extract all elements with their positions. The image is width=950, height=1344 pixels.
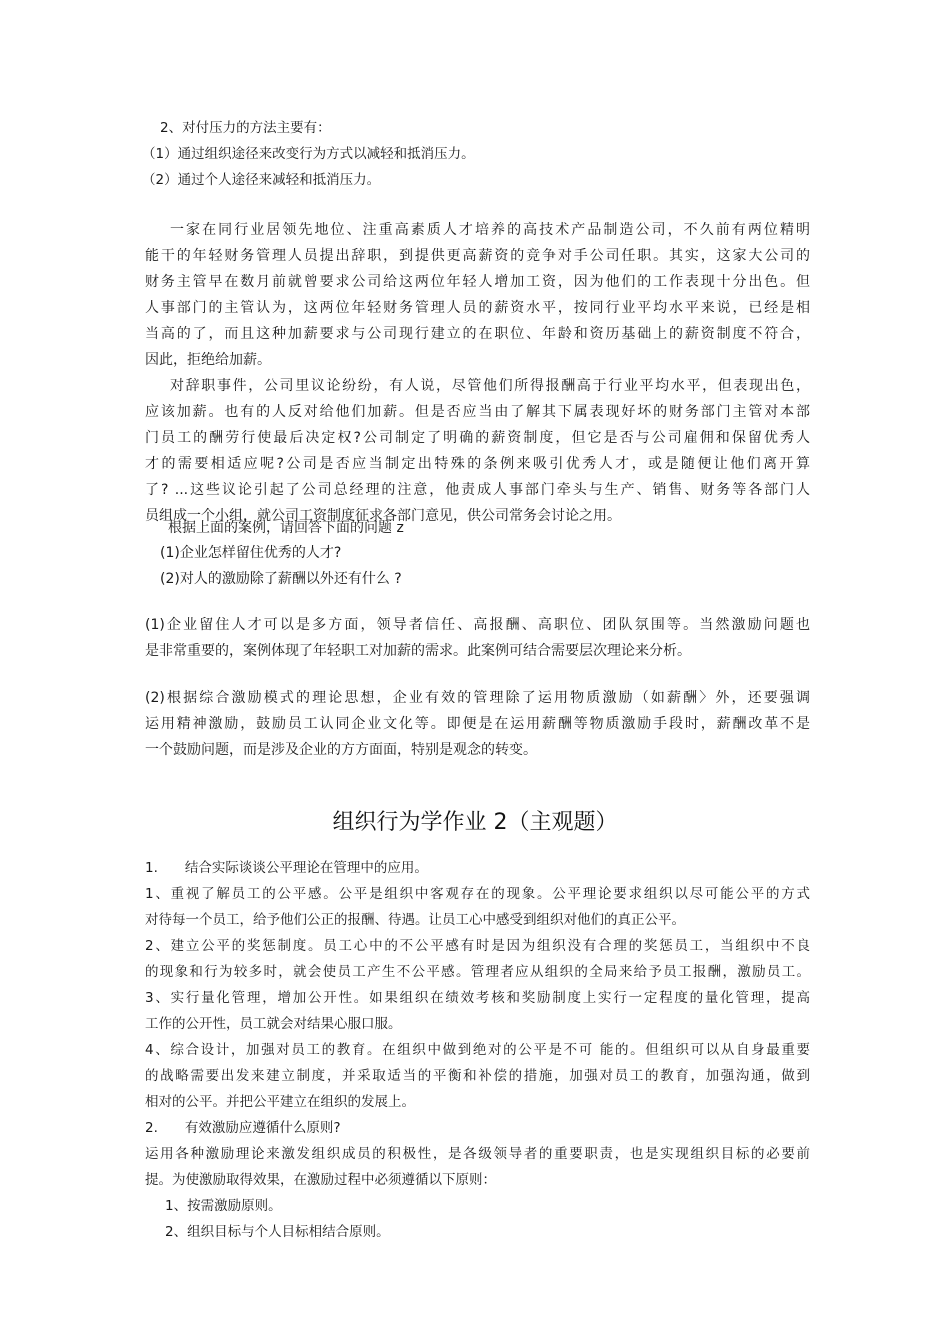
case-paragraph-1-line-5: 当高的了，而且这种加薪要求与公司现行建立的在职位、年龄和资历基础上的薪资制度不符合，: [145, 326, 810, 342]
homework-line-12: 运用各种激励理论来激发组织成员的积极性，是各级领导者的重要职责，也是实现组织目标的必要前: [145, 1146, 810, 1162]
homework-line-6: 3、实行量化管理，增加公开性。如果组织在绩效考核和奖励制度上实行一定程度的量化管理，提高: [145, 990, 810, 1006]
case-question-1: (1)企业怎样留住优秀的人才?: [160, 545, 342, 561]
case-paragraph-2-line-4: 才的需要相适应呢?公司是否应当制定出特殊的条例来吸引优秀人才，或是随便让他们离开算: [145, 456, 810, 472]
case-question-prompt: 根据上面的案例，请回答下面的问题 z: [168, 520, 404, 536]
pressure-methods-heading: 2、对付压力的方法主要有：: [160, 120, 331, 136]
case-paragraph-2-line-5: 了? ...这些议论引起了公司总经理的注意，他责成人事部门牵头与生产、销售、财务等各部门人: [145, 482, 810, 498]
homework-line-7: 工作的公开性，员工就会对结果心服口服。: [145, 1016, 402, 1032]
answer-2-line-2: 运用精神激励，鼓励员工认同企业文化等。即便是在运用薪酬等物质激励手段时，薪酬改革不是: [145, 716, 810, 732]
homework-line-3: 对待每一个员工，给予他们公正的报酬、待遇。让员工心中感受到组织对他们的真正公平。: [145, 912, 685, 928]
homework-line-4: 2、建立公平的奖惩制度。员工心中的不公平感有时是因为组织没有合理的奖惩员工，当组织中不良: [145, 938, 810, 954]
case-paragraph-2-line-1: 对辞职事件，公司里议论纷纷，有人说，尽管他们所得报酬高于行业平均水平，但表现出色，: [170, 378, 810, 394]
pressure-method-2: （2）通过个人途径来减轻和抵消压力。: [142, 172, 381, 188]
case-paragraph-1-line-2: 能干的年轻财务管理人员提出辞职，到提供更高薪资的竞争对手公司任职。其实，这家大公司的: [145, 248, 810, 264]
homework-line-8: 4、综合设计，加强对员工的教育。在组织中做到绝对的公平是不可 能的。但组织可以从自身最重要: [145, 1042, 810, 1058]
case-paragraph-1-line-3: 财务主管早在数月前就曾要求公司给这两位年轻人增加工资，因为他们的工作表现十分出色。但: [145, 274, 810, 290]
case-paragraph-1-line-4: 人事部门的主管认为，这两位年轻财务管理人员的薪资水平，按同行业平均水平来说，已经是相: [145, 300, 810, 316]
homework-line-5: 的现象和行为较多时，就会使员工产生不公平感。管理者应从组织的全局来给予员工报酬，激励员工。: [145, 964, 810, 980]
case-paragraph-2-line-3: 门员工的酬劳行使最后决定权?公司制定了明确的薪资制度，但它是否与公司雇佣和保留优秀人: [145, 430, 810, 446]
answer-1-line-2: 是非常重要的，案例体现了年轻职工对加薪的需求。此案例可结合需要层次理论来分析。: [145, 643, 691, 659]
case-paragraph-2-line-6: 员组成一个小组，就公司工资制度征求各部门意见，供公司常务会讨论之用。: [145, 508, 621, 524]
answer-1-line-1: (1)企业留住人才可以是多方面，领导者信任、高报酬、高职位、团队氛围等。当然激励问题也: [145, 617, 810, 633]
homework-line-9: 的战略需要出发来建立制度，并采取适当的平衡和补偿的措施，加强对员工的教育，加强沟通，做到: [145, 1068, 810, 1084]
case-paragraph-1-line-6: 因此，拒绝给加薪。: [145, 352, 271, 368]
pressure-method-1: （1）通过组织途径来改变行为方式以减轻和抵消压力。: [142, 146, 475, 162]
answer-2-line-1: (2)根据综合激励模式的理论思想，企业有效的管理除了运用物质激励（如薪酬〉外，还要强调: [145, 690, 810, 706]
homework-line-2: 1、重视了解员工的公平感。公平是组织中客观存在的现象。公平理论要求组织以尽可能公平的方式: [145, 886, 810, 902]
principle-1: 1、按需激励原则。: [165, 1198, 282, 1214]
case-paragraph-2-line-2: 应该加薪。也有的人反对给他们加薪。但是否应当由了解其下属表现好坏的财务部门主管对本部: [145, 404, 810, 420]
homework-2-title: 组织行为学作业 2（主观题）: [332, 810, 618, 835]
answer-2-line-3: 一个鼓励问题，而是涉及企业的方方面面，特别是观念的转变。: [145, 742, 537, 758]
homework-line-13: 提。为使激励取得效果，在激励过程中必须遵循以下原则：: [145, 1172, 496, 1188]
principle-2: 2、组织目标与个人目标相结合原则。: [165, 1224, 390, 1240]
case-paragraph-1-line-1: 一家在同行业居领先地位、注重高素质人才培养的高技术产品制造公司，不久前有两位精明: [170, 222, 810, 238]
homework-line-10: 相对的公平。并把公平建立在组织的发展上。: [145, 1094, 415, 1110]
homework-question-2: 2. 有效激励应遵循什么原则?: [145, 1120, 341, 1136]
case-question-2: (2)对人的激励除了薪酬以外还有什么 ?: [160, 571, 402, 587]
homework-question-1: 1. 结合实际谈谈公平理论在管理中的应用。: [145, 860, 428, 876]
